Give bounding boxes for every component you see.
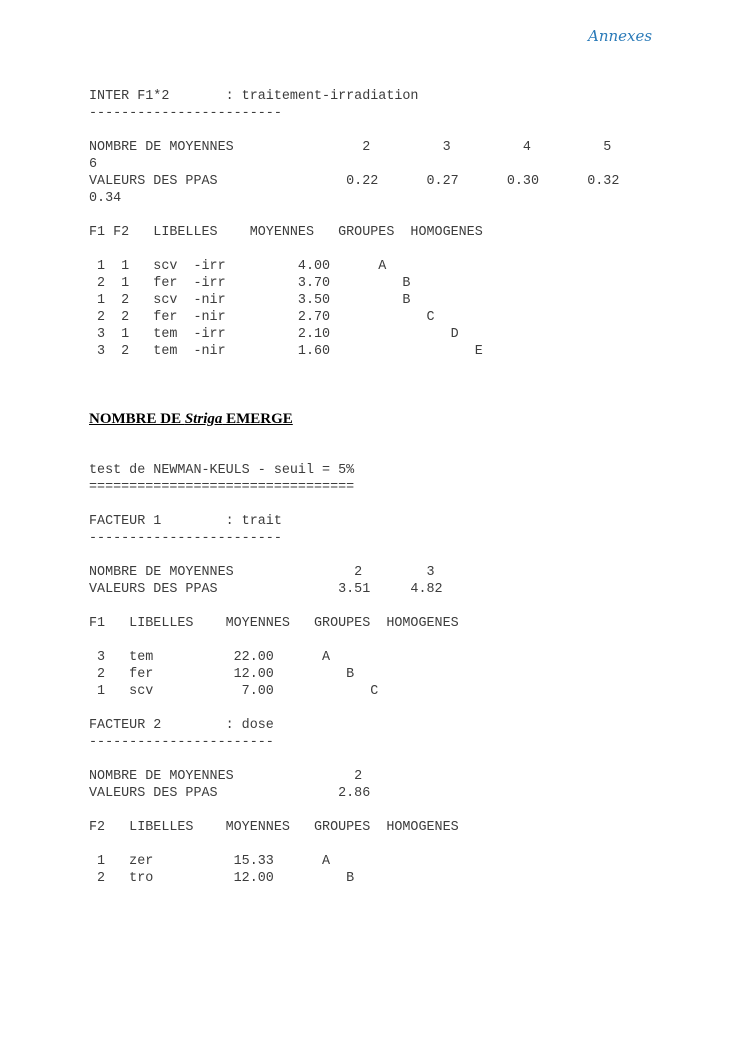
text-line: F1 LIBELLES MOYENNES GROUPES HOMOGENES	[89, 616, 459, 631]
newman-keuls-results	[89, 462, 459, 887]
text-line	[89, 122, 619, 139]
text-line: VALEURS DES PPAS 0.22 0.27 0.30 0.32	[89, 174, 620, 189]
text-line: 1 zer 15.33 A	[89, 854, 331, 869]
text-line: NOMBRE DE MOYENNES 2	[89, 769, 363, 784]
text-line: 3 1 tem -irr 2.10 D	[89, 327, 459, 342]
text-line: ------------------------	[89, 531, 282, 546]
text-line: 6	[89, 157, 98, 172]
section-title-post: EMERGE	[222, 411, 293, 427]
section-title-pre: NOMBRE DE	[89, 411, 185, 427]
text-line	[89, 598, 459, 615]
section-title-italic: Striga	[184, 411, 223, 427]
text-line: VALEURS DES PPAS 2.86	[89, 786, 371, 801]
text-line: 1 scv 7.00 C	[89, 684, 379, 699]
text-line: test de NEWMAN-KEULS - seuil = 5%	[89, 463, 355, 478]
text-line: F1 F2 LIBELLES MOYENNES GROUPES HOMOGENES	[89, 225, 483, 240]
text-line	[89, 802, 459, 819]
text-line: NOMBRE DE MOYENNES 2 3 4 5	[89, 140, 612, 155]
text-line: INTER F1*2 : traitement-irradiation	[89, 89, 419, 104]
text-line: 3 tem 22.00 A	[89, 650, 331, 665]
text-line: 0.34	[89, 191, 122, 206]
text-line: VALEURS DES PPAS 3.51 4.82	[89, 582, 443, 597]
text-line: 2 1 fer -irr 3.70 B	[89, 276, 411, 291]
inter-f1-f2-results	[89, 88, 619, 360]
text-line: 2 tro 12.00 B	[89, 871, 355, 886]
text-line: 3 2 tem -nir 1.60 E	[89, 344, 483, 359]
text-line: NOMBRE DE MOYENNES 2 3	[89, 565, 435, 580]
text-line	[89, 496, 459, 513]
text-line: ------------------------	[89, 106, 282, 121]
text-line: F2 LIBELLES MOYENNES GROUPES HOMOGENES	[89, 820, 459, 835]
text-line: 1 2 scv -nir 3.50 B	[89, 293, 411, 308]
annexes-header: Annexes	[588, 27, 653, 45]
text-line	[89, 547, 459, 564]
text-line: -----------------------	[89, 735, 274, 750]
text-line	[89, 632, 459, 649]
text-line	[89, 836, 459, 853]
text-line: 2 2 fer -nir 2.70 C	[89, 310, 435, 325]
text-line: =================================	[89, 480, 355, 495]
text-line	[89, 241, 619, 258]
text-line: 2 fer 12.00 B	[89, 667, 355, 682]
text-line: FACTEUR 2 : dose	[89, 718, 274, 733]
text-line	[89, 700, 459, 717]
text-line	[89, 751, 459, 768]
text-line	[89, 207, 619, 224]
striga-section-title	[89, 411, 293, 428]
text-line: FACTEUR 1 : trait	[89, 514, 282, 529]
text-line: 1 1 scv -irr 4.00 A	[89, 259, 387, 274]
